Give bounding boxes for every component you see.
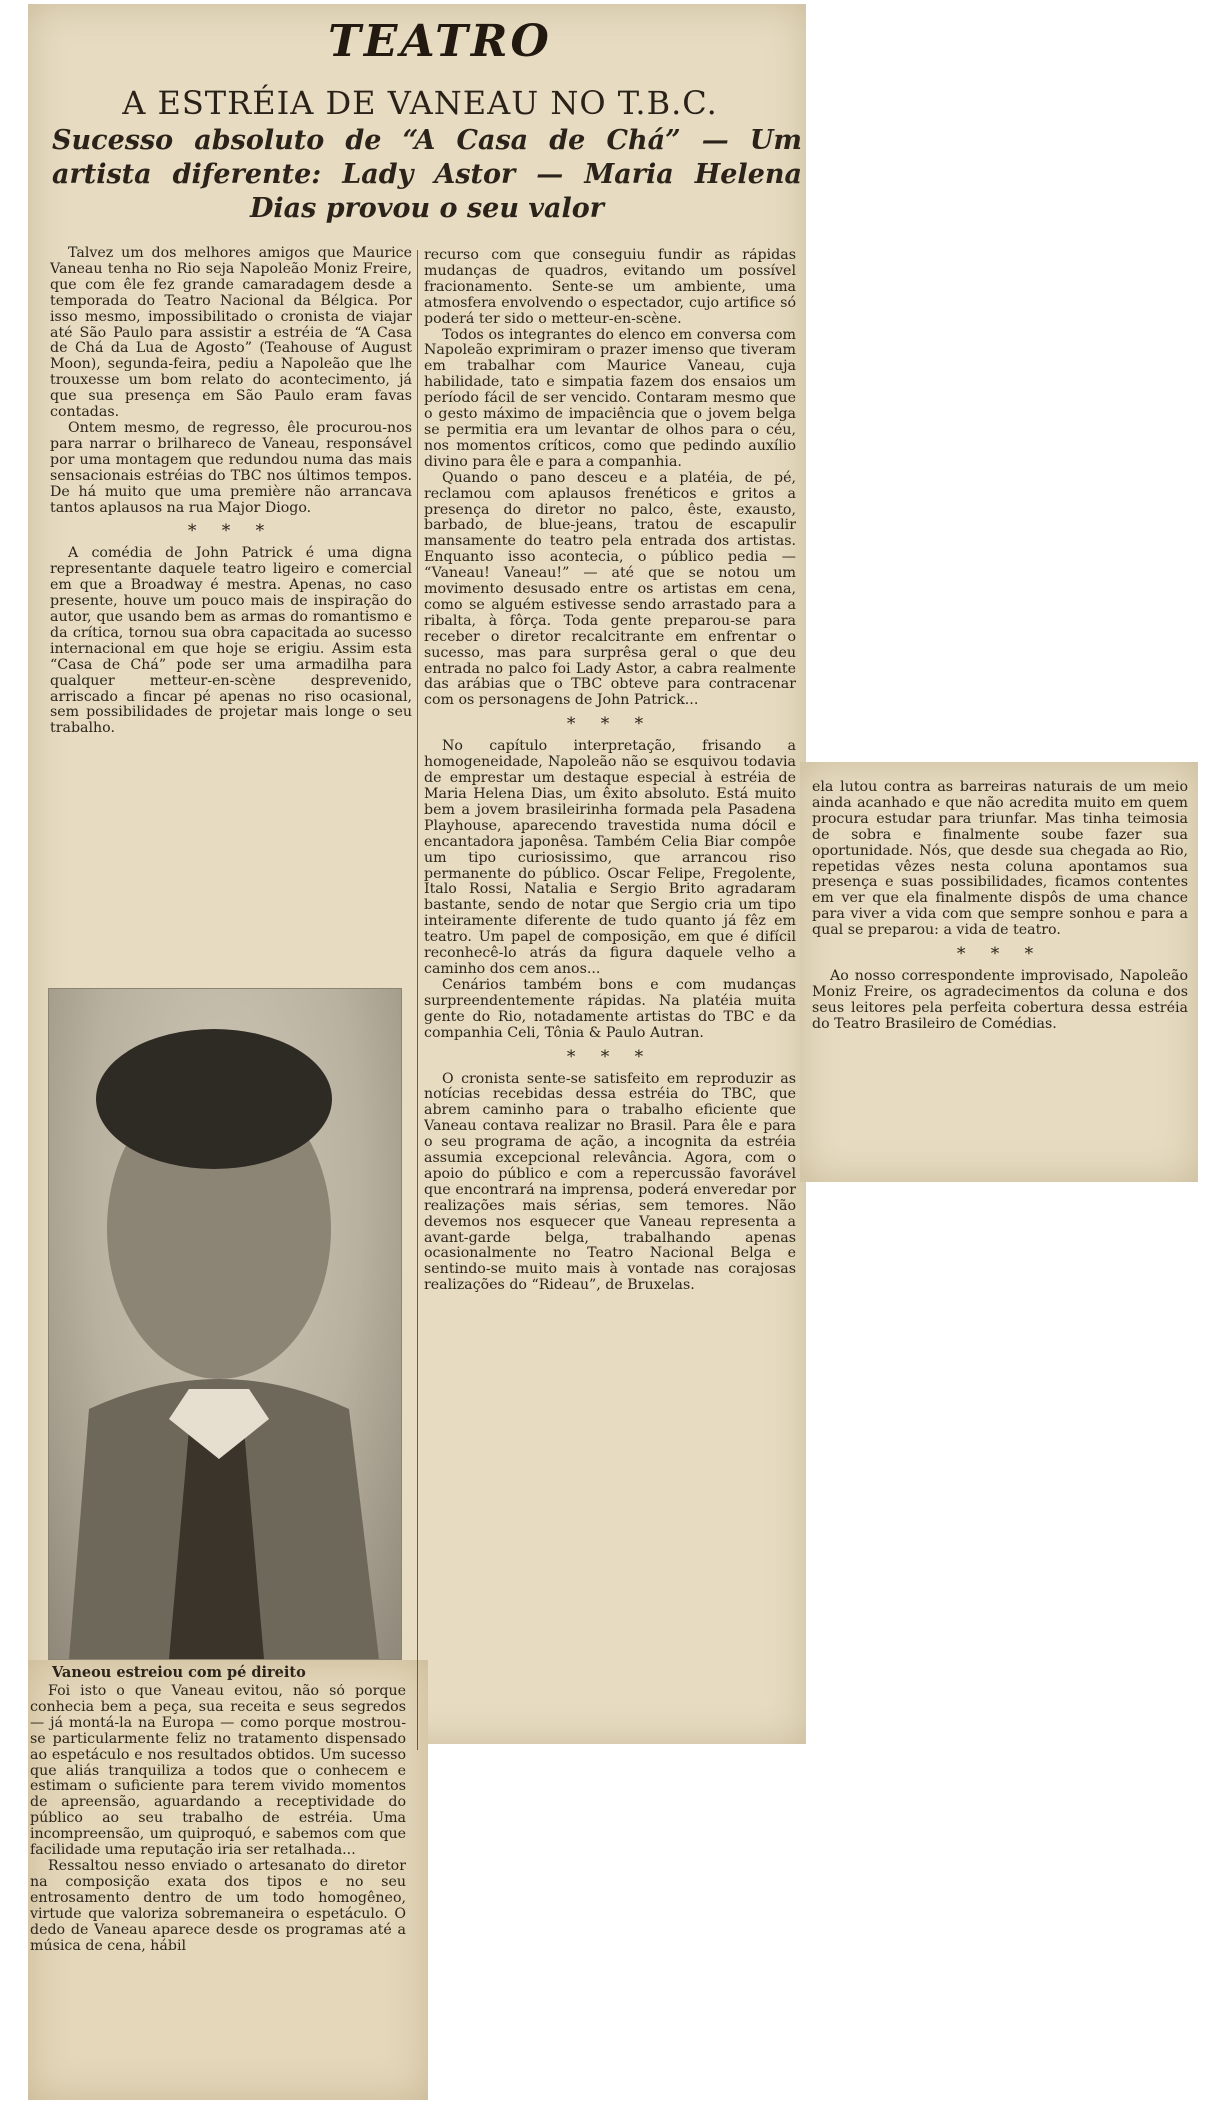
paragraph: A comédia de John Patrick é uma digna representante daquele teatro ligeiro e comercial em que a Broadway é mestra. Apenas, no caso presente, houve um pouco mais de inspiração do autor, que usando bem as armas do romantismo e da crítica, tornou sua obra capacitada ao sucesso internacional em que hoje se erigiu. Assim esta “Casa de Chá” pode ser uma armadilha para qualquer metteur-en-scène desprevenido, arriscado a fincar pé apenas no riso ocasional, sem possibilidades de projetar mais longe o seu trabalho. bbox=[50, 545, 412, 737]
article-column-2 bbox=[424, 248, 796, 1748]
paragraph: ela lutou contra as barreiras naturais de um meio ainda acanhado e que não acredita muito em quem procura estudar para triunfar. Mas tinha teimosia de sobra e finalmente soube fazer sua oportunidade. Nós, que desde sua chegada ao Rio, repetidas vêzes nesta coluna apontamos sua presença e suas possibilidades, ficamos contentes em ver que ela finalmente dispôs de uma chance para viver a vida com que sempre sonhou e para a qual se preparou: a vida de teatro. bbox=[812, 780, 1188, 939]
paragraph: Quando o pano desceu e a platéia, de pé, reclamou com aplausos frenéticos e gritos a presença do diretor no palco, êste, exausto, barbado, de blue-jeans, tratou de escapulir mansamente do teatro pela entrada dos artistas. Enquanto isso acontecia, o público pedia — “Vaneau! Vaneau!” — até que se notou um movimento desusado entre os artistas em cena, como se alguém estivesse sendo arrastado para a ribalta, à fôrça. Toda gente preparou-se para receber o diretor recalcitrante em enfrentar o sucesso, mas para surprêsa geral o que deu entrada no palco foi Lady Astor, a cabra realmente das arábias que o TBC obteve para contracenar com os personagens de John Patrick... bbox=[424, 469, 796, 709]
section-separator: * * * bbox=[566, 1046, 654, 1067]
article-column-3 bbox=[812, 780, 1188, 1170]
paragraph: Ressaltou nesso enviado o artesanato do diretor na composição exata dos tipos e no seu entrosamento dentro de um todo homogêneo, virtude que valoriza sobremaneira o espetáculo. O dedo de Vaneau aparece desde os programas até a música de cena, hábil bbox=[30, 1857, 406, 1954]
paragraph: Ontem mesmo, de regresso, êle procurou-nos para narrar o brilhareco de Vaneau, responsável por uma montagem que redundou numa das mais sensacionais estréias do TBC nos últimos tempos. De há muito que uma première não arrancava tantos aplausos na rua Major Diogo. bbox=[50, 419, 412, 516]
paragraph: O cronista sente-se satisfeito em reproduzir as notícias recebidas dessa estréia do TBC, que abrem caminho para o trabalho eficiente que Vaneau contava realizar no Brasil. Para êle e para o seu programa de ação, a incognita da estréia assumia excepcional relevância. Agora, com o apoio do público e com a repercussão favorável que encontrará na imprensa, poderá enveredar por realizações mais sérias, sem temores. Não devemos nos esquecer que Vaneau representa a avant-garde belga, trabalhando apenas ocasionalmente no Teatro Nacional Belga e sentindo-se muito mais à vontade nas corajosas realizações do “Rideau”, de Bruxelas. bbox=[424, 1070, 796, 1294]
paragraph: Cenários também bons e com mudanças surpreendentemente rápidas. Na platéia muita gente do Rio, notadamente artistas do TBC e da companhia Celi, Tônia & Paulo Autran. bbox=[424, 976, 796, 1041]
article-column-1 bbox=[50, 246, 412, 981]
headline: A ESTRÉIA DE VANEAU NO T.B.C. bbox=[122, 84, 718, 122]
article-column-1-continued bbox=[30, 1684, 406, 2096]
section-separator: * * * bbox=[187, 521, 275, 542]
paragraph: Todos os integrantes do elenco em conversa com Napoleão exprimiram o prazer imenso que tiveram em trabalhar com Maurice Vaneau, cuja habilidade, tato e simpatia fazem dos ensaios um período fácil de ser vencido. Contaram mesmo que o gesto máximo de impaciência que o jovem belga se permitia era um levantar de olhos para o céu, nos momentos críticos, como que pedindo auxílio divino para êle e para a companhia. bbox=[424, 326, 796, 470]
portrait-figure-icon bbox=[49, 989, 401, 1659]
portrait-photo bbox=[48, 988, 402, 1660]
subheadline: Sucesso absoluto de “A Casa de Chá” — Um artista diferente: Lady Astor — Maria Helena Dias provou o seu valor bbox=[52, 125, 802, 224]
paragraph: Foi isto o que Vaneau evitou, não só porque conhecia bem a peça, sua receita e seus segredos — já montá-la na Europa — como porque mostrou-se particularmente feliz no tratamento dispensado ao espetáculo e nos resultados obtidos. Um sucesso que aliás tranquiliza a todos que o conhecem e estimam o suficiente para terem vivido momentos de apreensão, aguardando a receptividade do público ao seu trabalho de estréia. Uma incompreensão, um quiproquó, e sabemos com que facilidade uma reputação iria ser retalhada... bbox=[30, 1684, 406, 1859]
column-rule bbox=[417, 250, 418, 1750]
section-separator: * * * bbox=[566, 714, 654, 735]
section-separator: * * * bbox=[956, 944, 1044, 965]
paragraph: Talvez um dos melhores amigos que Maurice Vaneau tenha no Rio seja Napoleão Moniz Freire, que com êle fez grande camaradagem desde a temporada do Teatro Nacional da Bélgica. Por isso mesmo, impossibilitado o cronista de viajar até São Paulo para assistir a estréia de “A Casa de Chá da Lua de Agosto” (Teahouse of August Moon), segunda-feira, pediu a Napoleão que lhe trouxesse um bom relato do acontecimento, já que sua presença em São Paulo eram favas contadas. bbox=[50, 246, 412, 421]
section-title: TEATRO bbox=[328, 16, 552, 67]
paragraph: recurso com que conseguiu fundir as rápidas mudanças de quadros, evitando um possível fracionamento. Sente-se um ambiente, uma atmosfera envolvendo o espectador, cujo artifice só poderá ter sido o metteur-en-scène. bbox=[424, 248, 796, 327]
paragraph: Ao nosso correspondente improvisado, Napoleão Moniz Freire, os agradecimentos da coluna e dos seus leitores pela perfeita cobertura dessa estréia do Teatro Brasileiro de Comédias. bbox=[812, 968, 1188, 1032]
photo-caption: Vaneou estreiou com pé direito bbox=[52, 1664, 306, 1681]
paragraph: No capítulo interpretação, frisando a homogeneidade, Napoleão não se esquivou todavia de emprestar um destaque especial à estréia de Maria Helena Dias, um êxito absoluto. Está muito bem a jovem brasileirinha formada pela Pasadena Playhouse, aparecendo travestida numa dócil e encantadora japonêsa. Também Celia Biar compôe um tipo curiosissimo, que arrancou riso permanente do público. Oscar Felipe, Fregolente, Italo Rossi, Natalia e Sergio Brito agradaram bastante, sendo de notar que Sergio cria um tipo inteiramente diferente de tudo quanto já fêz em teatro. Um papel de composição, em que é difícil reconhecê-lo atrás da figura daquele velho a caminho dos cem anos... bbox=[424, 738, 796, 977]
